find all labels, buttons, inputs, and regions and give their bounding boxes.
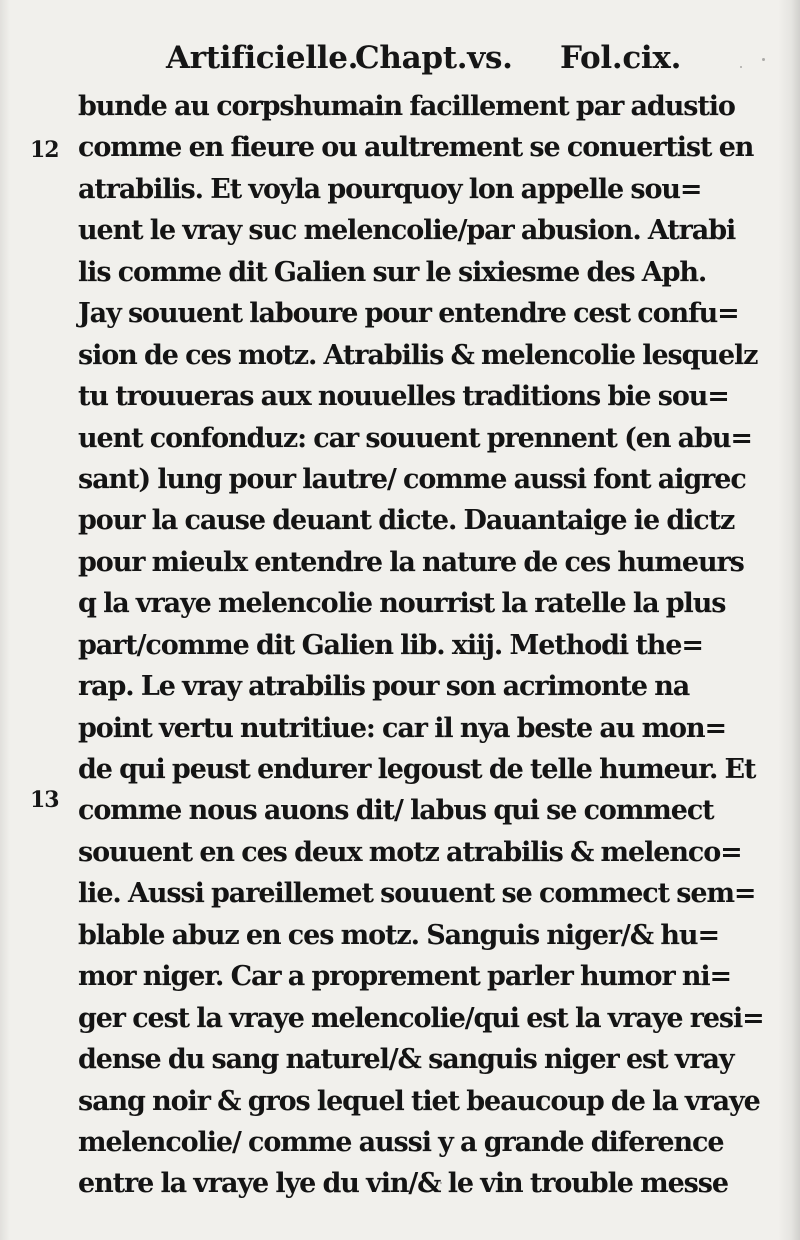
- text-line: sang noir & gros lequel tiet beaucoup de la vraye: [78, 1085, 760, 1117]
- running-head: [150, 40, 710, 90]
- margin-number: 12: [30, 137, 59, 163]
- text-line: point vertu nutritiue: car il nya beste au mon=: [78, 712, 727, 744]
- text-line: ger cest la vraye melencolie/qui est la vraye resi=: [78, 1002, 764, 1034]
- text-line: bunde au corpshumain facillement par adustio: [78, 91, 735, 122]
- text-line: sant) lung pour lautre/ comme aussi font aigrec: [78, 463, 746, 495]
- body-text: [78, 86, 764, 1205]
- text-line: comme en fieure ou aultrement se conuertist en: [78, 132, 754, 164]
- running-head-title: Artificielle.: [166, 40, 359, 76]
- text-line: lis comme dit Galien sur le sixiesme des Aph.: [78, 256, 707, 288]
- paper-speck: [740, 66, 742, 68]
- text-line: Jay souuent laboure pour entendre cest confu=: [78, 298, 739, 330]
- text-line: tu trouueras aux nouuelles traditions bie sou=: [78, 381, 729, 413]
- text-line: souuent en ces deux motz atrabilis & melenco=: [78, 836, 742, 868]
- running-head-folio: Fol.cix.: [560, 40, 682, 76]
- margin-number: 13: [30, 787, 59, 813]
- text-line: lie. Aussi pareillemet souuent se commect sem=: [78, 878, 756, 910]
- text-line: pour la cause deuant dicte. Dauantaige ie dictz: [78, 505, 735, 537]
- text-line: blable abuz en ces motz. Sanguis niger/& hu=: [78, 919, 719, 951]
- text-line: uent confonduz: car souuent prennent (en abu=: [78, 422, 752, 454]
- text-line: pour mieulx entendre la nature de ces humeurs: [78, 546, 744, 578]
- text-line: sion de ces motz. Atrabilis & melencolie lesquelz: [78, 339, 758, 371]
- running-head-chapter: Chapt.vs.: [355, 40, 513, 76]
- text-line: uent le vray suc melencolie/par abusion. Atrabi: [78, 215, 736, 247]
- text-line: rap. Le vray atrabilis pour son acrimonte na: [78, 671, 690, 703]
- page-right-shadow: [778, 0, 800, 1240]
- text-line: q la vraye melencolie nourrist la ratelle la plus: [78, 588, 726, 620]
- text-line: de qui peust endurer legoust de telle humeur. Et: [78, 754, 756, 785]
- paper-speck: [440, 1182, 442, 1184]
- text-line: entre la vraye lye du vin/& le vin trouble messe: [78, 1168, 728, 1200]
- text-line: comme nous auons dit/ labus qui se commect: [78, 795, 714, 827]
- page-left-shadow: [0, 0, 10, 1240]
- text-line: melencolie/ comme aussi y a grande diference: [78, 1126, 724, 1158]
- paper-speck: [762, 58, 765, 61]
- text-line: dense du sang naturel/& sanguis niger est vray: [78, 1044, 734, 1076]
- text-line: part/comme dit Galien lib. xiij. Methodi the=: [78, 629, 703, 661]
- text-line: mor niger. Car a proprement parler humor ni=: [78, 961, 732, 993]
- text-line: atrabilis. Et voyla pourquoy lon appelle sou=: [78, 173, 702, 205]
